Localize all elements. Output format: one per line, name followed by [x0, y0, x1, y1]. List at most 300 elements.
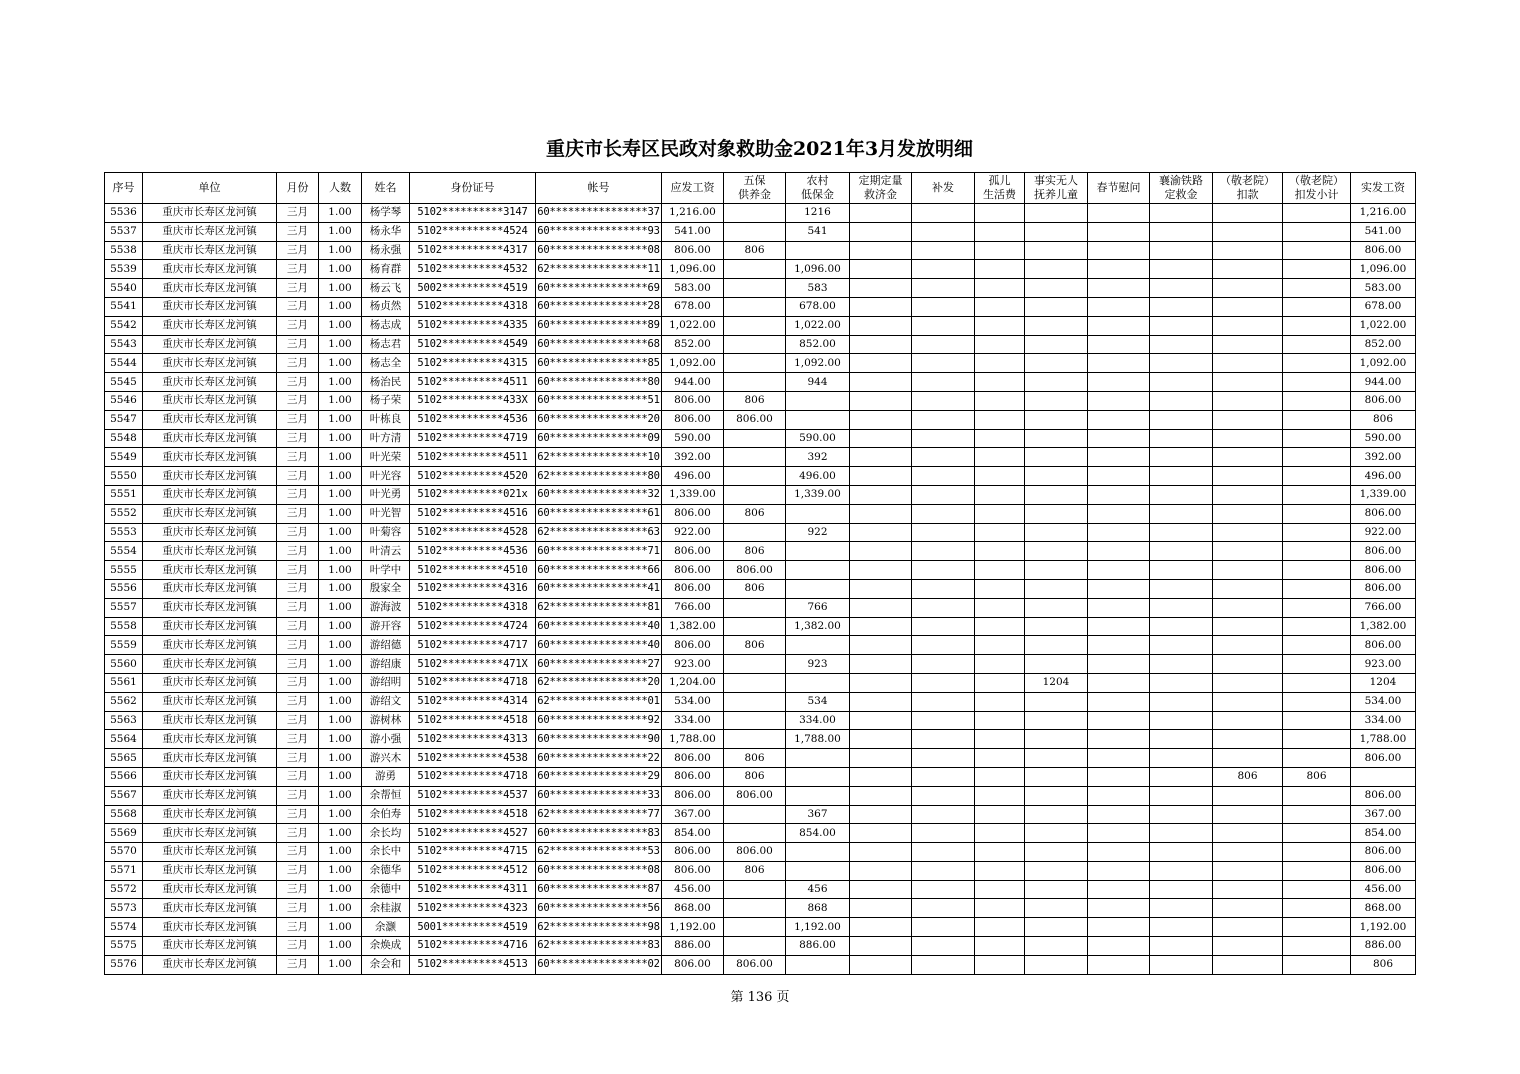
- col-orphan: [975, 843, 1025, 862]
- col-unit: 重庆市长寿区龙河镇: [143, 880, 277, 899]
- col-back-pay: [912, 730, 975, 749]
- col-gross-pay: 806.00: [662, 561, 724, 580]
- col-festival: [1088, 523, 1150, 542]
- col-name: 杨永强: [362, 241, 410, 260]
- col-account: 62****************81: [536, 598, 662, 617]
- col-deduction: [1213, 542, 1283, 561]
- col-index: 5549: [105, 448, 143, 467]
- col-net-pay: 806.00: [1351, 542, 1416, 561]
- relief-ledger-table: [104, 172, 1416, 975]
- col-wubao: [724, 918, 786, 937]
- col-count: 1.00: [319, 222, 362, 241]
- col-back-pay: [912, 617, 975, 636]
- col-net-pay: 583.00: [1351, 279, 1416, 298]
- col-fixed-relief: [850, 335, 912, 354]
- col-net-pay: 944.00: [1351, 373, 1416, 392]
- col-net-pay: 1,092.00: [1351, 354, 1416, 373]
- col-id-number: 5102**********4716: [410, 937, 536, 956]
- col-index: 5553: [105, 523, 143, 542]
- col-back-pay: [912, 824, 975, 843]
- col-net-pay: 1,192.00: [1351, 918, 1416, 937]
- col-unsupported-child: [1025, 504, 1088, 523]
- col-month: 三月: [277, 767, 319, 786]
- col-gross-pay: 367.00: [662, 805, 724, 824]
- col-festival: [1088, 579, 1150, 598]
- col-name: 杨育群: [362, 260, 410, 279]
- col-dibao: 1,339.00: [786, 485, 850, 504]
- col-id-number: 5102**********4549: [410, 335, 536, 354]
- col-fixed-relief: [850, 561, 912, 580]
- col-month: 三月: [277, 730, 319, 749]
- col-unit: 重庆市长寿区龙河镇: [143, 824, 277, 843]
- col-dibao: 923: [786, 655, 850, 674]
- col-account: 60****************08: [536, 241, 662, 260]
- col-net-pay: 806: [1351, 410, 1416, 429]
- header-col-railway: 襄渝铁路 定救金: [1150, 173, 1213, 204]
- header-col-orphan: 孤儿 生活费: [975, 173, 1025, 204]
- col-gross-pay: 1,192.00: [662, 918, 724, 937]
- col-account: 62****************53: [536, 843, 662, 862]
- col-deduction: [1213, 241, 1283, 260]
- col-id-number: 5102**********4311: [410, 880, 536, 899]
- col-unit: 重庆市长寿区龙河镇: [143, 730, 277, 749]
- col-deduction: [1213, 335, 1283, 354]
- col-deduction: [1213, 598, 1283, 617]
- col-account: 62****************10: [536, 448, 662, 467]
- col-festival: [1088, 354, 1150, 373]
- col-orphan: [975, 805, 1025, 824]
- col-account: 60****************87: [536, 880, 662, 899]
- col-fixed-relief: [850, 918, 912, 937]
- col-id-number: 5102**********021x: [410, 485, 536, 504]
- col-railway: [1150, 617, 1213, 636]
- col-month: 三月: [277, 542, 319, 561]
- col-index: 5568: [105, 805, 143, 824]
- col-deduction: [1213, 749, 1283, 768]
- table-row: [105, 861, 1416, 880]
- col-net-pay: 923.00: [1351, 655, 1416, 674]
- col-net-pay: 806.00: [1351, 579, 1416, 598]
- col-net-pay: 1,096.00: [1351, 260, 1416, 279]
- col-deduction-subtotal: [1283, 861, 1351, 880]
- col-id-number: 5102**********4516: [410, 504, 536, 523]
- col-dibao: 922: [786, 523, 850, 542]
- col-name: 游绍文: [362, 692, 410, 711]
- col-gross-pay: 806.00: [662, 636, 724, 655]
- col-wubao: [724, 354, 786, 373]
- col-deduction-subtotal: [1283, 204, 1351, 223]
- col-account: 60****************02: [536, 955, 662, 974]
- col-index: 5558: [105, 617, 143, 636]
- table-row: [105, 805, 1416, 824]
- col-dibao: 1,022.00: [786, 316, 850, 335]
- col-count: 1.00: [319, 335, 362, 354]
- col-dibao: 1216: [786, 204, 850, 223]
- col-fixed-relief: [850, 861, 912, 880]
- col-month: 三月: [277, 504, 319, 523]
- col-account: 62****************20: [536, 673, 662, 692]
- col-deduction-subtotal: [1283, 655, 1351, 674]
- col-id-number: 5102**********4719: [410, 429, 536, 448]
- col-back-pay: [912, 805, 975, 824]
- col-deduction-subtotal: [1283, 843, 1351, 862]
- col-account: 60****************29: [536, 767, 662, 786]
- col-name: 游绍明: [362, 673, 410, 692]
- col-name: 游小强: [362, 730, 410, 749]
- col-railway: [1150, 316, 1213, 335]
- col-count: 1.00: [319, 937, 362, 956]
- col-festival: [1088, 805, 1150, 824]
- col-index: 5555: [105, 561, 143, 580]
- col-gross-pay: 496.00: [662, 467, 724, 486]
- col-back-pay: [912, 598, 975, 617]
- col-deduction: [1213, 880, 1283, 899]
- col-account: 62****************83: [536, 937, 662, 956]
- col-dibao: [786, 579, 850, 598]
- col-wubao: [724, 598, 786, 617]
- col-unsupported-child: [1025, 861, 1088, 880]
- col-orphan: [975, 730, 1025, 749]
- col-wubao: [724, 467, 786, 486]
- col-id-number: 5102**********4518: [410, 711, 536, 730]
- col-railway: [1150, 880, 1213, 899]
- col-account: 60****************83: [536, 824, 662, 843]
- col-wubao: [724, 316, 786, 335]
- col-index: 5571: [105, 861, 143, 880]
- col-railway: [1150, 899, 1213, 918]
- col-dibao: [786, 843, 850, 862]
- col-account: 60****************27: [536, 655, 662, 674]
- col-wubao: [724, 899, 786, 918]
- col-back-pay: [912, 485, 975, 504]
- col-deduction-subtotal: [1283, 880, 1351, 899]
- col-back-pay: [912, 937, 975, 956]
- col-account: 60****************80: [536, 373, 662, 392]
- col-month: 三月: [277, 824, 319, 843]
- col-wubao: 806.00: [724, 843, 786, 862]
- col-festival: [1088, 937, 1150, 956]
- col-count: 1.00: [319, 391, 362, 410]
- col-index: 5544: [105, 354, 143, 373]
- col-fixed-relief: [850, 880, 912, 899]
- col-orphan: [975, 204, 1025, 223]
- col-dibao: 852.00: [786, 335, 850, 354]
- col-name: 叶光智: [362, 504, 410, 523]
- col-gross-pay: 806.00: [662, 579, 724, 598]
- header-col-net-pay: 实发工资: [1351, 173, 1416, 204]
- col-dibao: [786, 767, 850, 786]
- col-account: 62****************77: [536, 805, 662, 824]
- col-index: 5545: [105, 373, 143, 392]
- col-gross-pay: 854.00: [662, 824, 724, 843]
- col-index: 5576: [105, 955, 143, 974]
- col-unsupported-child: [1025, 749, 1088, 768]
- col-deduction-subtotal: [1283, 749, 1351, 768]
- col-account: 62****************01: [536, 692, 662, 711]
- col-festival: [1088, 711, 1150, 730]
- col-dibao: 541: [786, 222, 850, 241]
- col-fixed-relief: [850, 767, 912, 786]
- col-wubao: [724, 824, 786, 843]
- col-id-number: 5102**********3147: [410, 204, 536, 223]
- col-name: 杨志全: [362, 354, 410, 373]
- col-fixed-relief: [850, 824, 912, 843]
- col-month: 三月: [277, 373, 319, 392]
- col-wubao: 806: [724, 241, 786, 260]
- col-index: 5541: [105, 297, 143, 316]
- col-count: 1.00: [319, 561, 362, 580]
- col-fixed-relief: [850, 786, 912, 805]
- col-net-pay: 1204: [1351, 673, 1416, 692]
- col-id-number: 5102**********4536: [410, 410, 536, 429]
- col-month: 三月: [277, 617, 319, 636]
- col-festival: [1088, 279, 1150, 298]
- col-id-number: 5102**********4335: [410, 316, 536, 335]
- col-index: 5543: [105, 335, 143, 354]
- col-month: 三月: [277, 711, 319, 730]
- col-fixed-relief: [850, 937, 912, 956]
- col-net-pay: 806.00: [1351, 504, 1416, 523]
- col-name: 游树林: [362, 711, 410, 730]
- table-row: [105, 523, 1416, 542]
- col-deduction: 806: [1213, 767, 1283, 786]
- col-unit: 重庆市长寿区龙河镇: [143, 955, 277, 974]
- col-orphan: [975, 316, 1025, 335]
- col-unsupported-child: [1025, 354, 1088, 373]
- col-deduction-subtotal: [1283, 448, 1351, 467]
- col-festival: [1088, 391, 1150, 410]
- col-wubao: [724, 335, 786, 354]
- col-deduction: [1213, 354, 1283, 373]
- col-wubao: [724, 692, 786, 711]
- col-fixed-relief: [850, 955, 912, 974]
- col-railway: [1150, 805, 1213, 824]
- col-orphan: [975, 410, 1025, 429]
- col-railway: [1150, 579, 1213, 598]
- col-index: 5538: [105, 241, 143, 260]
- col-name: 游绍德: [362, 636, 410, 655]
- col-dibao: 534: [786, 692, 850, 711]
- col-back-pay: [912, 749, 975, 768]
- col-net-pay: 678.00: [1351, 297, 1416, 316]
- col-railway: [1150, 955, 1213, 974]
- col-deduction-subtotal: [1283, 542, 1351, 561]
- col-fixed-relief: [850, 241, 912, 260]
- col-name: 殷家全: [362, 579, 410, 598]
- col-count: 1.00: [319, 730, 362, 749]
- col-railway: [1150, 861, 1213, 880]
- col-gross-pay: 392.00: [662, 448, 724, 467]
- table-row: [105, 467, 1416, 486]
- col-wubao: 806: [724, 542, 786, 561]
- col-count: 1.00: [319, 579, 362, 598]
- col-name: 杨治民: [362, 373, 410, 392]
- col-wubao: 806: [724, 636, 786, 655]
- col-back-pay: [912, 918, 975, 937]
- col-index: 5574: [105, 918, 143, 937]
- col-gross-pay: 806.00: [662, 504, 724, 523]
- col-festival: [1088, 899, 1150, 918]
- col-orphan: [975, 918, 1025, 937]
- col-festival: [1088, 297, 1150, 316]
- table-row: [105, 655, 1416, 674]
- table-row: [105, 485, 1416, 504]
- col-id-number: 5102**********4527: [410, 824, 536, 843]
- col-fixed-relief: [850, 899, 912, 918]
- col-back-pay: [912, 767, 975, 786]
- col-orphan: [975, 899, 1025, 918]
- col-orphan: [975, 617, 1025, 636]
- col-count: 1.00: [319, 655, 362, 674]
- col-wubao: [724, 279, 786, 298]
- col-deduction-subtotal: [1283, 673, 1351, 692]
- col-wubao: [724, 222, 786, 241]
- col-count: 1.00: [319, 824, 362, 843]
- col-orphan: [975, 673, 1025, 692]
- col-festival: [1088, 767, 1150, 786]
- table-row: [105, 786, 1416, 805]
- col-unsupported-child: [1025, 655, 1088, 674]
- col-unsupported-child: [1025, 579, 1088, 598]
- col-count: 1.00: [319, 448, 362, 467]
- col-net-pay: [1351, 767, 1416, 786]
- col-deduction: [1213, 937, 1283, 956]
- col-gross-pay: 541.00: [662, 222, 724, 241]
- col-count: 1.00: [319, 880, 362, 899]
- col-deduction: [1213, 730, 1283, 749]
- col-name: 叶光容: [362, 467, 410, 486]
- col-deduction-subtotal: [1283, 598, 1351, 617]
- col-unit: 重庆市长寿区龙河镇: [143, 467, 277, 486]
- col-unit: 重庆市长寿区龙河镇: [143, 204, 277, 223]
- col-back-pay: [912, 636, 975, 655]
- col-deduction-subtotal: [1283, 279, 1351, 298]
- col-fixed-relief: [850, 222, 912, 241]
- header-col-festival: 春节慰问: [1088, 173, 1150, 204]
- col-fixed-relief: [850, 523, 912, 542]
- col-index: 5547: [105, 410, 143, 429]
- col-wubao: 806: [724, 749, 786, 768]
- col-back-pay: [912, 429, 975, 448]
- col-unit: 重庆市长寿区龙河镇: [143, 561, 277, 580]
- col-wubao: 806.00: [724, 561, 786, 580]
- col-unit: 重庆市长寿区龙河镇: [143, 767, 277, 786]
- col-wubao: 806: [724, 861, 786, 880]
- col-net-pay: 806.00: [1351, 861, 1416, 880]
- col-deduction: [1213, 467, 1283, 486]
- col-railway: [1150, 730, 1213, 749]
- col-deduction: [1213, 655, 1283, 674]
- col-festival: [1088, 373, 1150, 392]
- col-fixed-relief: [850, 636, 912, 655]
- col-festival: [1088, 204, 1150, 223]
- col-month: 三月: [277, 204, 319, 223]
- table-row: [105, 542, 1416, 561]
- col-count: 1.00: [319, 786, 362, 805]
- col-deduction-subtotal: [1283, 918, 1351, 937]
- col-name: 叶光荣: [362, 448, 410, 467]
- col-count: 1.00: [319, 711, 362, 730]
- col-unit: 重庆市长寿区龙河镇: [143, 354, 277, 373]
- col-dibao: 590.00: [786, 429, 850, 448]
- col-id-number: 5102**********4528: [410, 523, 536, 542]
- col-net-pay: 806.00: [1351, 391, 1416, 410]
- col-back-pay: [912, 448, 975, 467]
- col-back-pay: [912, 786, 975, 805]
- col-gross-pay: 806.00: [662, 955, 724, 974]
- col-index: 5560: [105, 655, 143, 674]
- col-dibao: 766: [786, 598, 850, 617]
- col-account: 60****************28: [536, 297, 662, 316]
- col-deduction: [1213, 260, 1283, 279]
- table-header-row: [105, 173, 1416, 204]
- col-account: 60****************92: [536, 711, 662, 730]
- col-count: 1.00: [319, 805, 362, 824]
- table-row: [105, 222, 1416, 241]
- col-count: 1.00: [319, 410, 362, 429]
- header-col-deduction: （敬老院） 扣款: [1213, 173, 1283, 204]
- col-unsupported-child: [1025, 824, 1088, 843]
- col-unsupported-child: 1204: [1025, 673, 1088, 692]
- col-fixed-relief: [850, 617, 912, 636]
- col-unit: 重庆市长寿区龙河镇: [143, 316, 277, 335]
- col-count: 1.00: [319, 598, 362, 617]
- col-back-pay: [912, 843, 975, 862]
- col-orphan: [975, 786, 1025, 805]
- col-dibao: [786, 410, 850, 429]
- col-deduction: [1213, 824, 1283, 843]
- col-name: 叶学中: [362, 561, 410, 580]
- col-index: 5565: [105, 749, 143, 768]
- col-id-number: 5102**********4511: [410, 373, 536, 392]
- col-orphan: [975, 636, 1025, 655]
- col-deduction: [1213, 523, 1283, 542]
- col-orphan: [975, 542, 1025, 561]
- col-net-pay: 392.00: [1351, 448, 1416, 467]
- col-unit: 重庆市长寿区龙河镇: [143, 899, 277, 918]
- col-net-pay: 806.00: [1351, 843, 1416, 862]
- col-back-pay: [912, 354, 975, 373]
- col-id-number: 5002**********4519: [410, 279, 536, 298]
- col-gross-pay: 1,216.00: [662, 204, 724, 223]
- col-index: 5546: [105, 391, 143, 410]
- col-id-number: 5102**********4717: [410, 636, 536, 655]
- col-month: 三月: [277, 636, 319, 655]
- col-unit: 重庆市长寿区龙河镇: [143, 297, 277, 316]
- col-deduction: [1213, 204, 1283, 223]
- col-count: 1.00: [319, 485, 362, 504]
- col-unsupported-child: [1025, 843, 1088, 862]
- col-festival: [1088, 561, 1150, 580]
- col-id-number: 5102**********4536: [410, 542, 536, 561]
- col-account: 60****************41: [536, 579, 662, 598]
- col-orphan: [975, 561, 1025, 580]
- col-month: 三月: [277, 786, 319, 805]
- col-festival: [1088, 410, 1150, 429]
- col-index: 5567: [105, 786, 143, 805]
- col-railway: [1150, 485, 1213, 504]
- col-unsupported-child: [1025, 297, 1088, 316]
- col-dibao: 678.00: [786, 297, 850, 316]
- col-deduction: [1213, 279, 1283, 298]
- col-id-number: 5102**********4318: [410, 297, 536, 316]
- table-row: [105, 617, 1416, 636]
- col-account: 60****************32: [536, 485, 662, 504]
- col-net-pay: 766.00: [1351, 598, 1416, 617]
- col-gross-pay: 806.00: [662, 241, 724, 260]
- col-railway: [1150, 297, 1213, 316]
- col-orphan: [975, 260, 1025, 279]
